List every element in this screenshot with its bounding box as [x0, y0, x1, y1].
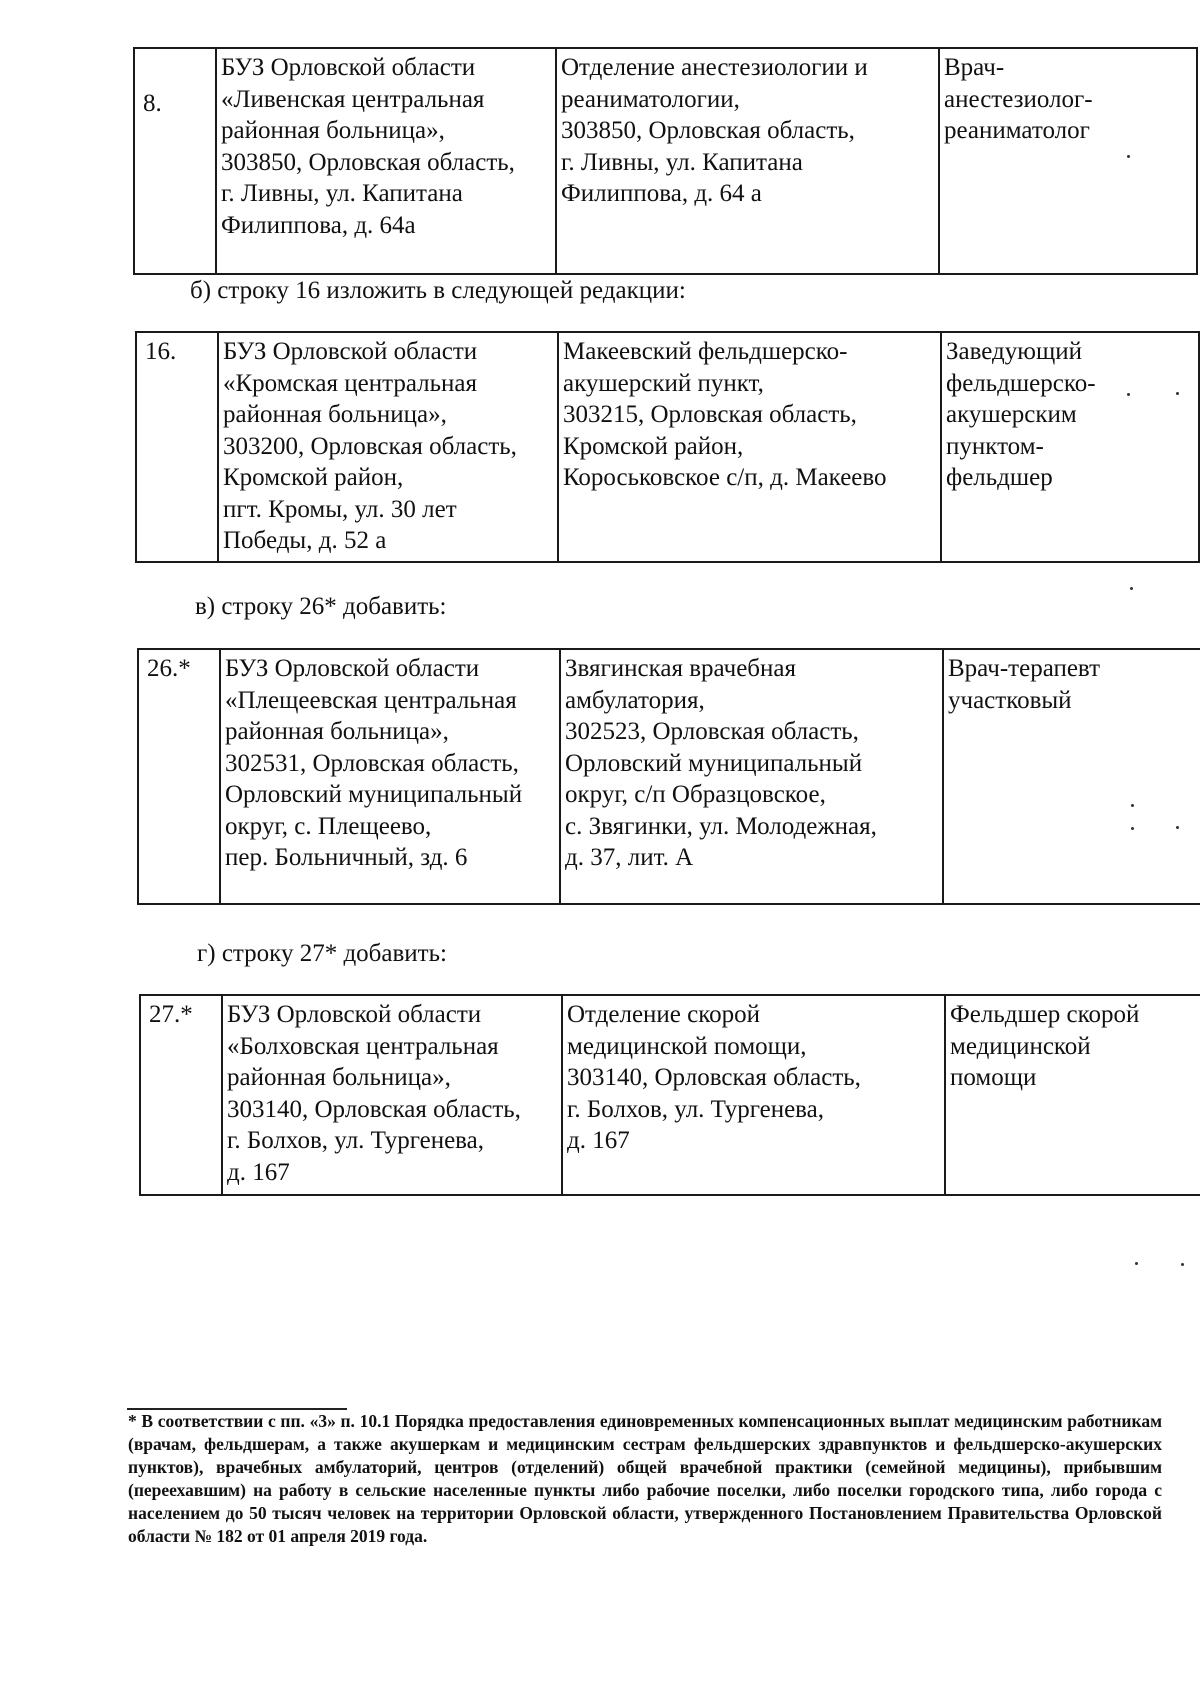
table-row — [134, 48, 1197, 274]
row-27-table — [139, 994, 1200, 1196]
row-number: 27.* — [140, 995, 222, 1195]
scan-speck — [1131, 804, 1134, 807]
department-cell: Звягинская врачебная амбулатория, 302523, Орловская область, Орловский муниципальный округ, с/п Образцовское, с. Звягинки, ул. Молодежная, д. 37, лит. А — [560, 649, 943, 904]
organization-cell: БУЗ Орловской области «Ливенская центральная районная больница», 303850, Орловская область, г. Ливны, ул. Капитана Филиппова, д. 64а — [216, 48, 556, 274]
scan-speck — [1127, 393, 1130, 396]
scan-speck — [1131, 827, 1134, 830]
caption-row-16: б) строку 16 изложить в следующей редакции: — [190, 277, 686, 304]
department-cell: Отделение скорой медицинской помощи, 303140, Орловская область, г. Болхов, ул. Тургенева, д. 167 — [562, 995, 945, 1195]
row-26-table — [137, 648, 1200, 905]
row-8-table — [133, 47, 1198, 275]
organization-cell: БУЗ Орловской области «Плещеевская центральная районная больница», 302531, Орловская область, Орловский муниципальный округ, с. Плещеево, пер. Больничный, зд. 6 — [220, 649, 560, 904]
table-row — [138, 649, 1200, 904]
department-cell: Отделение анестезиологии и реаниматологии, 303850, Орловская область, г. Ливны, ул. Капитана Филиппова, д. 64 а — [556, 48, 939, 274]
row-number: 26.* — [138, 649, 220, 904]
organization-cell: БУЗ Орловской области «Болховская центральная районная больница», 303140, Орловская область, г. Болхов, ул. Тургенева, д. 167 — [222, 995, 562, 1195]
position-cell: Врач- анестезиолог- реаниматолог — [939, 48, 1197, 274]
scan-speck — [1135, 1262, 1138, 1265]
table-row — [136, 332, 1199, 562]
row-16-table — [135, 331, 1200, 563]
scan-speck — [1176, 392, 1179, 395]
position-cell: Заведующий фельдшерско- акушерским пунктом- фельдшер — [941, 332, 1199, 562]
scan-speck — [1130, 587, 1133, 590]
row-number: 8. — [134, 48, 216, 274]
position-cell: Врач-терапевт участковый — [943, 649, 1200, 904]
table-row — [140, 995, 1200, 1195]
organization-cell: БУЗ Орловской области «Кромская центральная районная больница», 303200, Орловская область, Кромской район, пгт. Кромы, ул. 30 лет Победы, д. 52 а — [218, 332, 558, 562]
caption-row-26: в) строку 26* добавить: — [195, 593, 447, 620]
footnote: * В соответствии с пп. «3» п. 10.1 Порядка предоставления единовременных компенсационных выплат медицинским работникам (врачам, фельдшерам, а также акушеркам и медицинским сестрам фельдшерских здравпунктов и фельдшерско-акушерских пунктов), врачебных амбулаторий, центров (отделений) общей врачебной практики (семейной медицины), прибывшим (переехавшим) на работу в сельские населенные пункты либо рабочие поселки, либо поселки городского типа, либо города с населением до 50 тысяч человек на территории Орловской области, утвержденного Постановлением Правительства Орловской области № 182 от 01 апреля 2019 года. — [128, 1411, 1162, 1546]
caption-row-27: г) строку 27* добавить: — [197, 940, 447, 967]
row-number: 16. — [136, 332, 218, 562]
scan-speck — [1176, 826, 1179, 829]
scan-speck — [1127, 155, 1130, 158]
position-cell: Фельдшер скорой медицинской помощи — [945, 995, 1200, 1195]
scan-speck — [1181, 1263, 1184, 1266]
department-cell: Макеевский фельдшерско- акушерский пункт, 303215, Орловская область, Кромской район, Короськовское с/п, д. Макеево — [558, 332, 941, 562]
